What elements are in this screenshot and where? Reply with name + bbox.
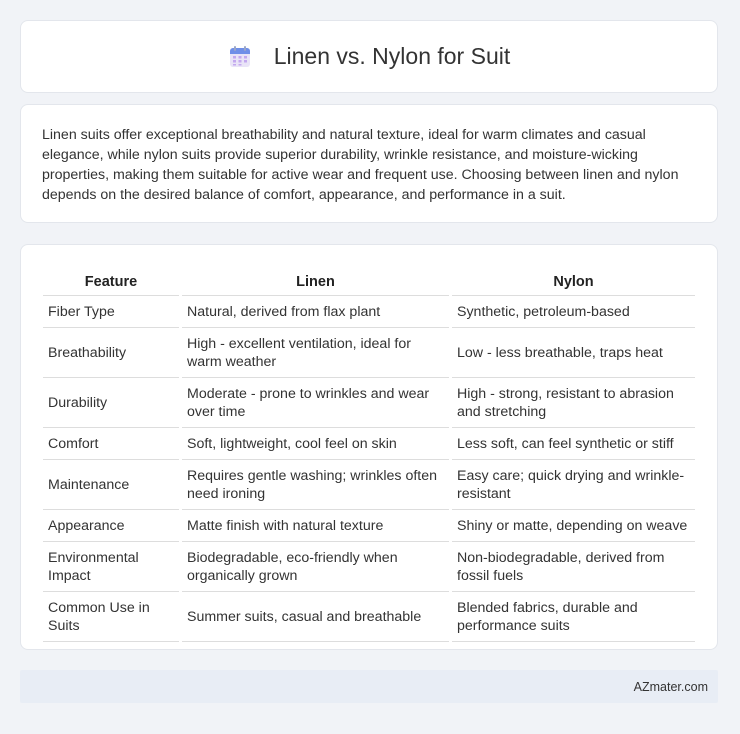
table-row xyxy=(43,592,695,642)
feature-cell: Breathability xyxy=(43,328,179,378)
linen-cell: Matte finish with natural texture xyxy=(182,510,449,542)
footer-site-link[interactable]: AZmater.com xyxy=(633,679,708,694)
linen-cell: Soft, lightweight, cool feel on skin xyxy=(182,428,449,460)
nylon-cell: Blended fabrics, durable and performance suits xyxy=(452,592,695,642)
table-row xyxy=(43,328,695,378)
linen-cell: Biodegradable, eco-friendly when organically grown xyxy=(182,542,449,592)
feature-cell: Fiber Type xyxy=(43,296,179,328)
table-row xyxy=(43,460,695,510)
linen-cell: High - excellent ventilation, ideal for warm weather xyxy=(182,328,449,378)
table-row xyxy=(43,428,695,460)
comparison-table-card xyxy=(20,244,718,650)
nylon-cell: Less soft, can feel synthetic or stiff xyxy=(452,428,695,460)
nylon-cell: High - strong, resistant to abrasion and stretching xyxy=(452,378,695,428)
linen-cell: Summer suits, casual and breathable xyxy=(182,592,449,642)
linen-cell: Natural, derived from flax plant xyxy=(182,296,449,328)
intro-card xyxy=(20,104,718,223)
title-card xyxy=(20,20,718,93)
linen-cell: Moderate - prone to wrinkles and wear over time xyxy=(182,378,449,428)
feature-cell: Durability xyxy=(43,378,179,428)
calendar-icon xyxy=(228,45,252,69)
comparison-table xyxy=(40,265,698,642)
nylon-cell: Low - less breathable, traps heat xyxy=(452,328,695,378)
feature-cell: Environmental Impact xyxy=(43,542,179,592)
intro-text: Linen suits offer exceptional breathability and natural texture, ideal for warm climates and casual elegance, while nylon suits provide superior durability, wrinkle resistance, and moisture-wicking properties, making them suitable for active wear and frequent use. Choosing between linen and nylon depends on the desired balance of comfort, appearance, and performance in a suit. xyxy=(42,127,679,203)
table-row xyxy=(43,296,695,328)
page-title: Linen vs. Nylon for Suit xyxy=(273,43,511,69)
nylon-cell: Shiny or matte, depending on weave xyxy=(452,510,695,542)
nylon-cell: Synthetic, petroleum-based xyxy=(452,296,695,328)
feature-cell: Maintenance xyxy=(43,460,179,510)
feature-cell: Comfort xyxy=(43,428,179,460)
header-nylon: Nylon xyxy=(452,265,695,296)
table-row xyxy=(43,510,695,542)
header-feature: Feature xyxy=(43,265,179,296)
header-linen: Linen xyxy=(182,265,449,296)
nylon-cell: Non-biodegradable, derived from fossil fuels xyxy=(452,542,695,592)
footer xyxy=(20,670,718,703)
feature-cell: Common Use in Suits xyxy=(43,592,179,642)
table-row xyxy=(43,542,695,592)
nylon-cell: Easy care; quick drying and wrinkle-resistant xyxy=(452,460,695,510)
linen-cell: Requires gentle washing; wrinkles often need ironing xyxy=(182,460,449,510)
feature-cell: Appearance xyxy=(43,510,179,542)
table-row xyxy=(43,378,695,428)
table-header-row xyxy=(43,265,695,296)
